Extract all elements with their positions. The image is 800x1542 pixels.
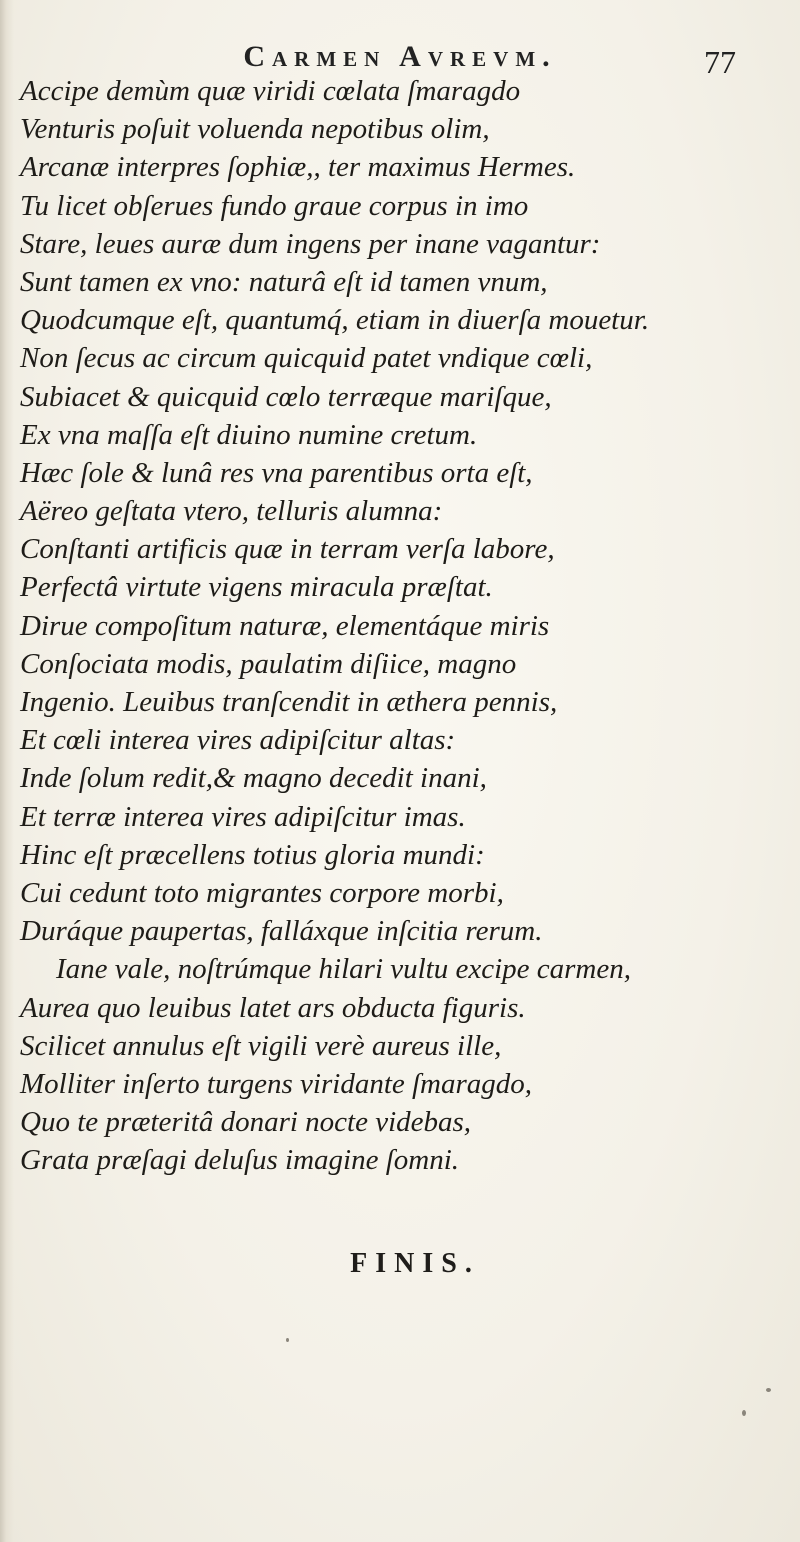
verse-line: Perfectâ virtute vigens miracula præſtat. — [20, 571, 493, 604]
verse-line: Aurea quo leuibus latet ars obducta figuris. — [20, 991, 526, 1024]
verse-block — [0, 72, 800, 1179]
verse-line: Aëreo geſtata vtero, telluris alumna: — [20, 495, 443, 528]
verse-line: Inde ſolum redit,& magno decedit inani, — [20, 762, 487, 795]
verse-line: Tu licet obſerues fundo graue corpus in imo — [20, 189, 529, 222]
verse-line: Molliter inſerto turgens viridante ſmaragdo, — [20, 1067, 533, 1100]
verse-line: Conſtanti artificis quæ in terram verſa labore, — [20, 533, 555, 566]
verse-line: Grata præſagi deluſus imagine ſomni. — [20, 1144, 460, 1177]
verse-line: Sunt tamen ex vno: naturâ eſt id tamen vnum, — [20, 265, 548, 298]
paper-speck — [742, 1410, 746, 1416]
verse-line: Ex vna maſſa eſt diuino numine cretum. — [20, 418, 478, 451]
verse-line: Duráque paupertas, falláxque inſcitia rerum. — [20, 915, 543, 948]
finis-colophon: FINIS. — [350, 1248, 480, 1279]
verse-line: Hinc eſt præcellens totius gloria mundi: — [20, 838, 485, 871]
verse-line: Dirue compoſitum naturæ, elementáque miris — [20, 609, 550, 642]
verse-line: Et terræ interea vires adipiſcitur imas. — [20, 800, 466, 833]
verse-line: Cui cedunt toto migrantes corpore morbi, — [20, 876, 504, 909]
page-number: 77 — [704, 44, 736, 80]
paper-speck — [766, 1388, 771, 1392]
verse-line: Stare, leues auræ dum ingens per inane vagantur: — [20, 227, 601, 260]
verse-line: Arcanæ interpres ſophiæ,, ter maximus Hermes. — [20, 151, 576, 184]
verse-line: Non ſecus ac circum quicquid patet vndique cœli, — [20, 342, 593, 375]
verse-line: Venturis poſuit voluenda nepotibus olim, — [20, 113, 490, 146]
running-title: Carmen Avrevm. — [243, 40, 557, 73]
verse-line: Accipe demùm quæ viridi cœlata ſmaragdo — [20, 75, 521, 107]
verse-line: Quodcumque eſt, quantumq́, etiam in diuerſa mouetur. — [20, 304, 650, 337]
paper-speck — [286, 1338, 289, 1342]
verse-line: Hæc ſole & lunâ res vna parentibus orta eſt, — [20, 456, 533, 489]
verse-line-indented: Iane vale, noſtrúmque hilari vultu excipe carmen, — [56, 953, 632, 986]
verse-line: Subiacet & quicquid cœlo terræque mariſque, — [20, 380, 552, 413]
verse-line: Quo te præteritâ donari nocte videbas, — [20, 1106, 472, 1139]
verse-line: Scilicet annulus eſt vigili verè aureus ille, — [20, 1029, 502, 1062]
verse-line: Conſociata modis, paulatim diſiice, magno — [20, 647, 517, 680]
verse-line: Et cœli interea vires adipiſcitur altas: — [20, 724, 456, 757]
verse-line: Ingenio. Leuibus tranſcendit in æthera pennis, — [20, 686, 558, 718]
